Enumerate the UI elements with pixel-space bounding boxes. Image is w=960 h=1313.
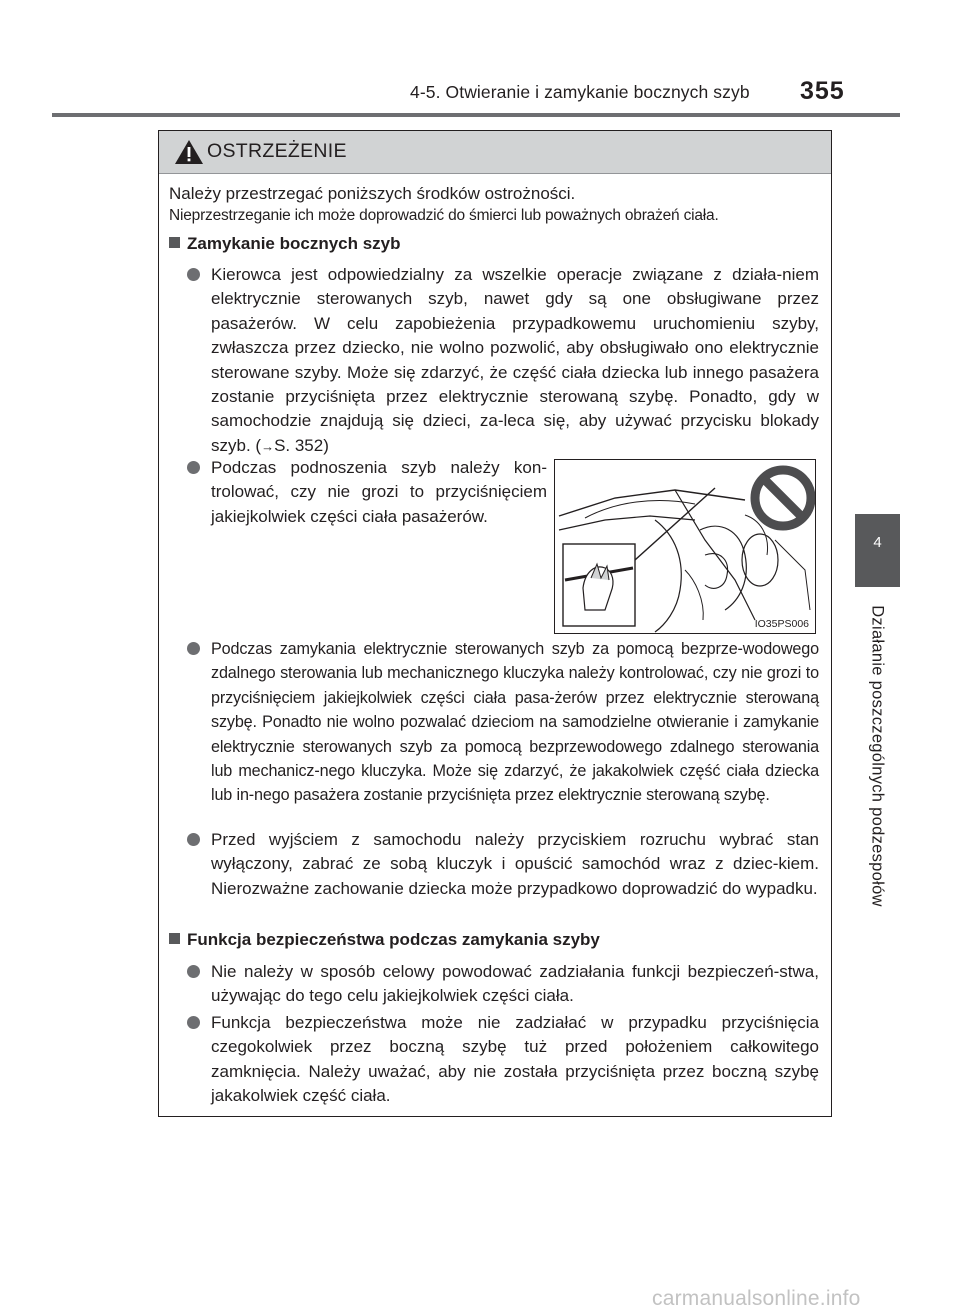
section-heading bbox=[169, 930, 600, 950]
list-item bbox=[187, 828, 819, 901]
list-item-text bbox=[211, 263, 819, 459]
list-item bbox=[187, 456, 547, 529]
warning-consequence: Nieprzestrzeganie ich może doprowadzić do śmierci lub poważnych obrażeń ciała. bbox=[169, 207, 719, 224]
section-heading-text: Zamykanie bocznych szyb bbox=[187, 234, 401, 253]
list-item bbox=[187, 263, 819, 459]
list-item-text: Podczas podnoszenia szyb należy kon-trolować, czy nie grozi to przyciśnięciem jakiejkolwiek części ciała pasażerów. bbox=[211, 458, 547, 526]
page-reference: S. 352) bbox=[274, 435, 329, 455]
illustration bbox=[554, 459, 816, 634]
bullet-dot-icon bbox=[187, 1016, 200, 1029]
warning-intro: Należy przestrzegać poniższych środków ostrożności. bbox=[169, 184, 576, 203]
list-item-text: Funkcja bezpieczeństwa może nie zadziałać w przypadku przyciśnięcia czegokolwiek przez boczną szybę tuż przed położeniem całkowitego zamknięcia. Należy uważać, aby nie została przyciśnięta przez boczną szybę jakakolwiek część ciała. bbox=[211, 1013, 819, 1106]
list-item-text: Przed wyjściem z samochodu należy przyciskiem rozruchu wybrać stan wyłączony, zabrać ze sobą kluczyk i opuścić samochód wraz z dziec-kiem. Nierozważne zachowanie dziecka może przypadkowo doprowadzić do wypadku. bbox=[211, 830, 819, 898]
list-item bbox=[187, 637, 819, 808]
warning-title: OSTRZEŻENIE bbox=[207, 140, 347, 162]
warning-header bbox=[159, 131, 831, 174]
list-item-text: Nie należy w sposób celowy powodować zadziałania funkcji bezpieczeń-stwa, używając do tego celu jakiejkolwiek części ciała. bbox=[211, 962, 819, 1006]
square-bullet-icon bbox=[169, 237, 180, 248]
warning-triangle-icon bbox=[174, 139, 204, 165]
list-item-body: Kierowca jest odpowiedzialny za wszelkie operacje związane z działa-niem elektrycznie sterowanych szyb, nawet gdy są one obsługiwane przez pasażerów. W celu zapobieżenia przypadkowemu uruchomieniu szyby, zwłaszcza przez dziecko, nie wolno pozwolić, aby obsługiwało ono elektrycznie sterowane szyby. Może się zdarzyć, że część ciała dziecka lub innego pasażera zostanie przyciśnięta przez elektrycznie sterowaną szybę. Ponadto, gdy w samochodzie znajdują się dzieci, za-leca się, aby używać przycisku blokady szyb. ( bbox=[211, 265, 819, 455]
header-divider bbox=[52, 113, 900, 117]
bullet-dot-icon bbox=[187, 461, 200, 474]
list-item bbox=[187, 960, 819, 1009]
section-title: 4-5. Otwieranie i zamykanie bocznych szyb bbox=[410, 82, 750, 102]
bullet-dot-icon bbox=[187, 833, 200, 846]
watermark: carmanualsonline.info bbox=[652, 1287, 861, 1310]
arrow-right-icon: → bbox=[261, 438, 275, 454]
chapter-number: 4 bbox=[873, 534, 882, 551]
chapter-tab bbox=[855, 514, 900, 587]
warning-box bbox=[158, 130, 832, 1117]
square-bullet-icon bbox=[169, 933, 180, 944]
bullet-dot-icon bbox=[187, 268, 200, 281]
section-heading-text: Funkcja bezpieczeństwa podczas zamykania szyby bbox=[187, 930, 600, 949]
bullet-dot-icon bbox=[187, 642, 200, 655]
page-number: 355 bbox=[800, 77, 845, 105]
list-item bbox=[187, 1011, 819, 1109]
chapter-title: Działanie poszczególnych podzespołów bbox=[868, 605, 887, 907]
illustration-code: IO35PS006 bbox=[754, 618, 809, 630]
bullet-dot-icon bbox=[187, 965, 200, 978]
section-heading bbox=[169, 234, 401, 254]
hand-pinched-window-illustration bbox=[555, 460, 815, 633]
list-item-text: Podczas zamykania elektrycznie sterowanych szyb za pomocą bezprze-wodowego zdalnego sterowania lub mechanicznego kluczyka należy kontrolować, czy nie grozi to przyciśnięciem jakiejkolwiek części ciała pasa-żerów przez elektrycznie sterowaną szybę. Ponadto nie wolno pozwalać dzieciom na samodzielne otwieranie i zamykanie elektrycznie sterowanych szyb za pomocą bezprzewodowego zdalnego sterowania lub mechanicz-nego kluczyka. Może się zdarzyć, że jakakolwiek część ciała dziecka lub in-nego pasażera zostanie przyciśnięta przez elektrycznie sterowaną szybę. bbox=[211, 640, 819, 805]
